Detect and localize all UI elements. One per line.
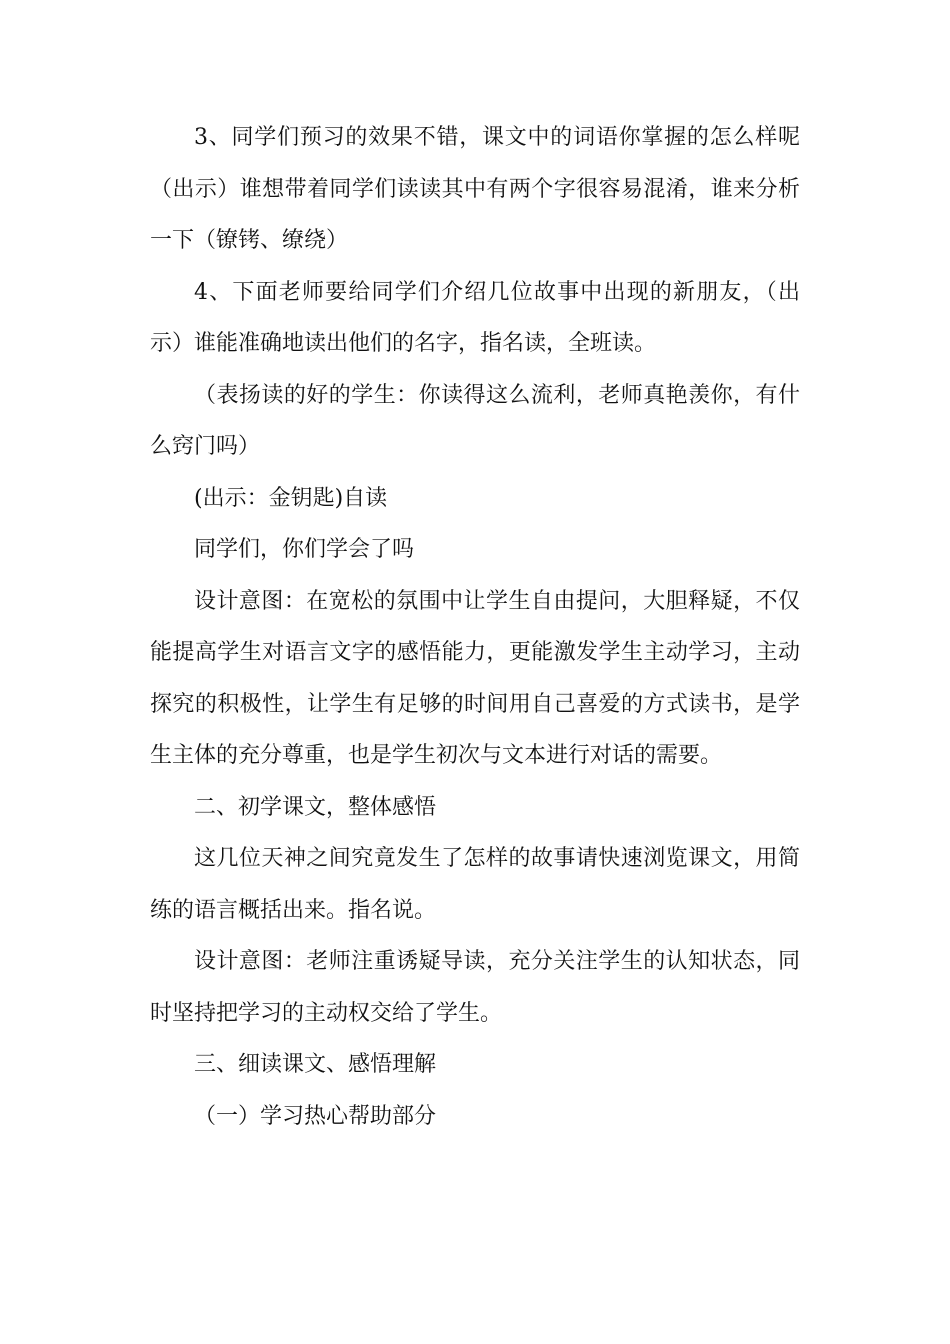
paragraph-new-friends: 4、下面老师要给同学们介绍几位故事中出现的新朋友，（出示）谁能准确地读出他们的名字，指名读，全班读。 [150, 279, 800, 356]
paragraph-praise-reader: （表扬读的好的学生：你读得这么流利，老师真艳羡你，有什么窍门吗） [150, 382, 800, 459]
document-body [150, 112, 800, 1142]
paragraph-learned-question: 同学们，你们学会了吗 [194, 537, 415, 562]
subsection-heading-1: （一）学习热心帮助部分 [194, 1103, 437, 1129]
paragraph-story-summary: 这几位天神之间究竟发生了怎样的故事请快速浏览课文，用简练的语言概括出来。指名说。 [150, 846, 800, 923]
section-heading-3: 三、细读课文、感悟理解 [194, 1052, 437, 1077]
paragraph-vocabulary-review: 3、同学们预习的效果不错，课文中的词语你掌握的怎么样呢（出示）谁想带着同学们读读其中有两个字很容易混淆，谁来分析一下（镣铐、缭绕） [150, 125, 800, 253]
paragraph-design-intent-2: 设计意图：老师注重诱疑导读，充分关注学生的认知状态，同时坚持把学习的主动权交给了学生。 [150, 949, 800, 1026]
section-heading-2: 二、初学课文，整体感悟 [194, 794, 437, 820]
paragraph-design-intent-1: 设计意图：在宽松的氛围中让学生自由提问，大胆释疑，不仅能提高学生对语言文字的感悟能力，更能激发学生主动学习，主动探究的积极性，让学生有足够的时间用自己喜爱的方式读书，是学生主体的充分尊重，也是学生初次与文本进行对话的需要。 [150, 588, 800, 768]
paragraph-golden-key: (出示：金钥匙)自读 [194, 485, 388, 511]
